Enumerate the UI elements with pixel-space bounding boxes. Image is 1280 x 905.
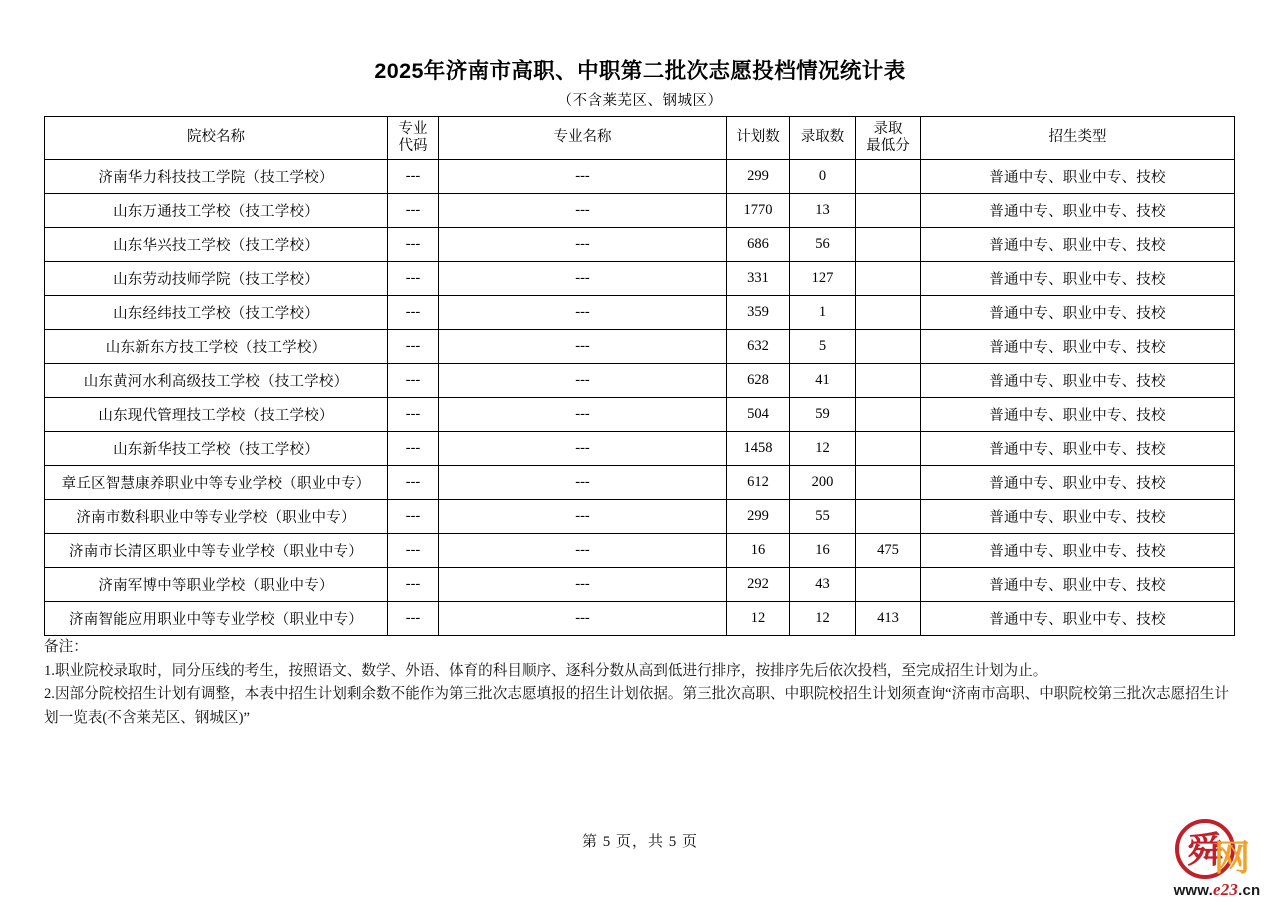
cell-major-name: --- [439, 330, 727, 364]
column-header-major-code-line1: 专业 [398, 120, 428, 137]
note-item-2: 2.因部分院校招生计划有调整，本表中招生计划剩余数不能作为第三批次志愿填报的招生计划依据。第三批次高职、中职院校招生计划须查询“济南市高职、中职院校第三批次志愿招生计划一览表(不含莱芜区、钢城区)” [44, 686, 1229, 726]
cell-admitted-count: 41 [790, 364, 856, 398]
column-header-major-code [388, 117, 439, 160]
cell-admission-type: 普通中专、职业中专、技校 [921, 602, 1235, 636]
cell-admitted-count: 13 [790, 194, 856, 228]
cell-school-name: 济南市数科职业中等专业学校（职业中专） [45, 500, 388, 534]
cell-school-name: 山东劳动技师学院（技工学校） [45, 262, 388, 296]
cell-plan-count: 628 [727, 364, 790, 398]
column-header-major-name: 专业名称 [439, 117, 727, 160]
cell-major-name: --- [439, 160, 727, 194]
column-header-min-score [856, 117, 921, 160]
cell-major-name: --- [439, 432, 727, 466]
notes-section [44, 636, 1240, 731]
cell-min-score [856, 194, 921, 228]
cell-major-name: --- [439, 602, 727, 636]
cell-min-score [856, 466, 921, 500]
cell-plan-count: 16 [727, 534, 790, 568]
column-header-min-score-line1: 录取 [873, 120, 903, 137]
table-row [45, 160, 1235, 194]
table-row [45, 500, 1235, 534]
cell-admission-type: 普通中专、职业中专、技校 [921, 262, 1235, 296]
cell-admission-type: 普通中专、职业中专、技校 [921, 228, 1235, 262]
cell-min-score [856, 568, 921, 602]
cell-major-name: --- [439, 262, 727, 296]
site-url [1158, 880, 1276, 900]
cell-major-code: --- [388, 398, 439, 432]
cell-school-name: 济南智能应用职业中等专业学校（职业中专） [45, 602, 388, 636]
cell-admitted-count: 1 [790, 296, 856, 330]
site-url-prefix: www. [1173, 882, 1213, 899]
net-character: 网 [1214, 837, 1251, 878]
cell-min-score [856, 160, 921, 194]
cell-admission-type: 普通中专、职业中专、技校 [921, 160, 1235, 194]
cell-min-score: 475 [856, 534, 921, 568]
table-row [45, 398, 1235, 432]
cell-plan-count: 1770 [727, 194, 790, 228]
cell-major-name: --- [439, 466, 727, 500]
cell-school-name: 山东黄河水利高级技工学校（技工学校） [45, 364, 388, 398]
cell-admitted-count: 12 [790, 432, 856, 466]
cell-min-score [856, 364, 921, 398]
cell-major-code: --- [388, 364, 439, 398]
cell-admitted-count: 5 [790, 330, 856, 364]
cell-school-name: 山东新华技工学校（技工学校） [45, 432, 388, 466]
cell-major-code: --- [388, 262, 439, 296]
cell-plan-count: 12 [727, 602, 790, 636]
cell-major-name: --- [439, 500, 727, 534]
cell-admission-type: 普通中专、职业中专、技校 [921, 364, 1235, 398]
notes-heading: 备注： [44, 639, 88, 655]
cell-admitted-count: 127 [790, 262, 856, 296]
cell-admitted-count: 0 [790, 160, 856, 194]
cell-min-score [856, 330, 921, 364]
cell-major-code: --- [388, 160, 439, 194]
page-subtitle: （不含莱芜区、钢城区） [557, 92, 723, 109]
cell-min-score [856, 296, 921, 330]
cell-admitted-count: 200 [790, 466, 856, 500]
column-header-school: 院校名称 [45, 117, 388, 160]
column-header-plan-count: 计划数 [727, 117, 790, 160]
cell-plan-count: 612 [727, 466, 790, 500]
cell-major-code: --- [388, 228, 439, 262]
cell-major-code: --- [388, 568, 439, 602]
column-header-admitted-count: 录取数 [790, 117, 856, 160]
cell-admission-type: 普通中专、职业中专、技校 [921, 500, 1235, 534]
cell-min-score [856, 228, 921, 262]
column-header-min-score-line2: 最低分 [866, 138, 910, 154]
page-pagination: 第 5 页，共 5 页 [581, 834, 698, 850]
cell-major-code: --- [388, 296, 439, 330]
title-block [0, 58, 1280, 110]
cell-admission-type: 普通中专、职业中专、技校 [921, 330, 1235, 364]
table-row [45, 534, 1235, 568]
cell-major-name: --- [439, 194, 727, 228]
cell-plan-count: 331 [727, 262, 790, 296]
cell-admitted-count: 12 [790, 602, 856, 636]
table-row [45, 262, 1235, 296]
cell-admitted-count: 55 [790, 500, 856, 534]
cell-major-code: --- [388, 602, 439, 636]
cell-major-code: --- [388, 500, 439, 534]
cell-min-score: 413 [856, 602, 921, 636]
cell-admitted-count: 56 [790, 228, 856, 262]
table-row [45, 364, 1235, 398]
table-header [45, 117, 1235, 160]
table-row [45, 228, 1235, 262]
table-row [45, 432, 1235, 466]
column-header-admission-type: 招生类型 [921, 117, 1235, 160]
cell-admission-type: 普通中专、职业中专、技校 [921, 398, 1235, 432]
table-row [45, 330, 1235, 364]
statistics-table [44, 116, 1235, 636]
cell-major-code: --- [388, 466, 439, 500]
cell-plan-count: 632 [727, 330, 790, 364]
cell-major-name: --- [439, 296, 727, 330]
site-url-brand: e23 [1212, 880, 1239, 899]
cell-min-score [856, 500, 921, 534]
cell-school-name: 山东华兴技工学校（技工学校） [45, 228, 388, 262]
cell-school-name: 山东经纬技工学校（技工学校） [45, 296, 388, 330]
cell-admission-type: 普通中专、职业中专、技校 [921, 296, 1235, 330]
cell-admitted-count: 43 [790, 568, 856, 602]
cell-plan-count: 299 [727, 160, 790, 194]
table-body [45, 160, 1235, 636]
site-url-suffix: .cn [1238, 882, 1261, 899]
note-item-1: 1.职业院校录取时，同分压线的考生，按照语文、数学、外语、体育的科目顺序、逐科分数从高到低进行排序，按排序先后依次投档，至完成招生计划为止。 [44, 662, 1048, 679]
cell-school-name: 山东现代管理技工学校（技工学校） [45, 398, 388, 432]
cell-major-code: --- [388, 432, 439, 466]
cell-school-name: 山东新东方技工学校（技工学校） [45, 330, 388, 364]
cell-major-code: --- [388, 330, 439, 364]
table-header-row [45, 117, 1235, 160]
statistics-table-container [44, 116, 1234, 636]
column-header-major-code-line2: 代码 [398, 138, 428, 154]
page-title: 2025年济南市高职、中职第二批次志愿投档情况统计表 [374, 59, 906, 83]
cell-admitted-count: 59 [790, 398, 856, 432]
cell-school-name: 济南市长清区职业中等专业学校（职业中专） [45, 534, 388, 568]
cell-major-name: --- [439, 398, 727, 432]
seal-character: 舜 [1186, 830, 1224, 870]
cell-major-name: --- [439, 534, 727, 568]
cell-plan-count: 292 [727, 568, 790, 602]
cell-school-name: 济南军博中等职业学校（职业中专） [45, 568, 388, 602]
cell-plan-count: 686 [727, 228, 790, 262]
cell-admission-type: 普通中专、职业中专、技校 [921, 568, 1235, 602]
table-row [45, 194, 1235, 228]
cell-plan-count: 504 [727, 398, 790, 432]
cell-admission-type: 普通中专、职业中专、技校 [921, 194, 1235, 228]
cell-plan-count: 299 [727, 500, 790, 534]
site-logo-watermark [1152, 818, 1276, 902]
cell-admission-type: 普通中专、职业中专、技校 [921, 534, 1235, 568]
cell-admission-type: 普通中专、职业中专、技校 [921, 466, 1235, 500]
cell-school-name: 山东万通技工学校（技工学校） [45, 194, 388, 228]
cell-plan-count: 359 [727, 296, 790, 330]
table-row [45, 568, 1235, 602]
cell-major-name: --- [439, 364, 727, 398]
cell-major-code: --- [388, 194, 439, 228]
cell-min-score [856, 398, 921, 432]
cell-plan-count: 1458 [727, 432, 790, 466]
cell-min-score [856, 432, 921, 466]
cell-school-name: 章丘区智慧康养职业中等专业学校（职业中专） [45, 466, 388, 500]
table-row [45, 296, 1235, 330]
cell-major-name: --- [439, 228, 727, 262]
table-row [45, 602, 1235, 636]
cell-admitted-count: 16 [790, 534, 856, 568]
cell-admission-type: 普通中专、职业中专、技校 [921, 432, 1235, 466]
cell-min-score [856, 262, 921, 296]
cell-school-name: 济南华力科技技工学院（技工学校） [45, 160, 388, 194]
cell-major-code: --- [388, 534, 439, 568]
table-row [45, 466, 1235, 500]
cell-major-name: --- [439, 568, 727, 602]
